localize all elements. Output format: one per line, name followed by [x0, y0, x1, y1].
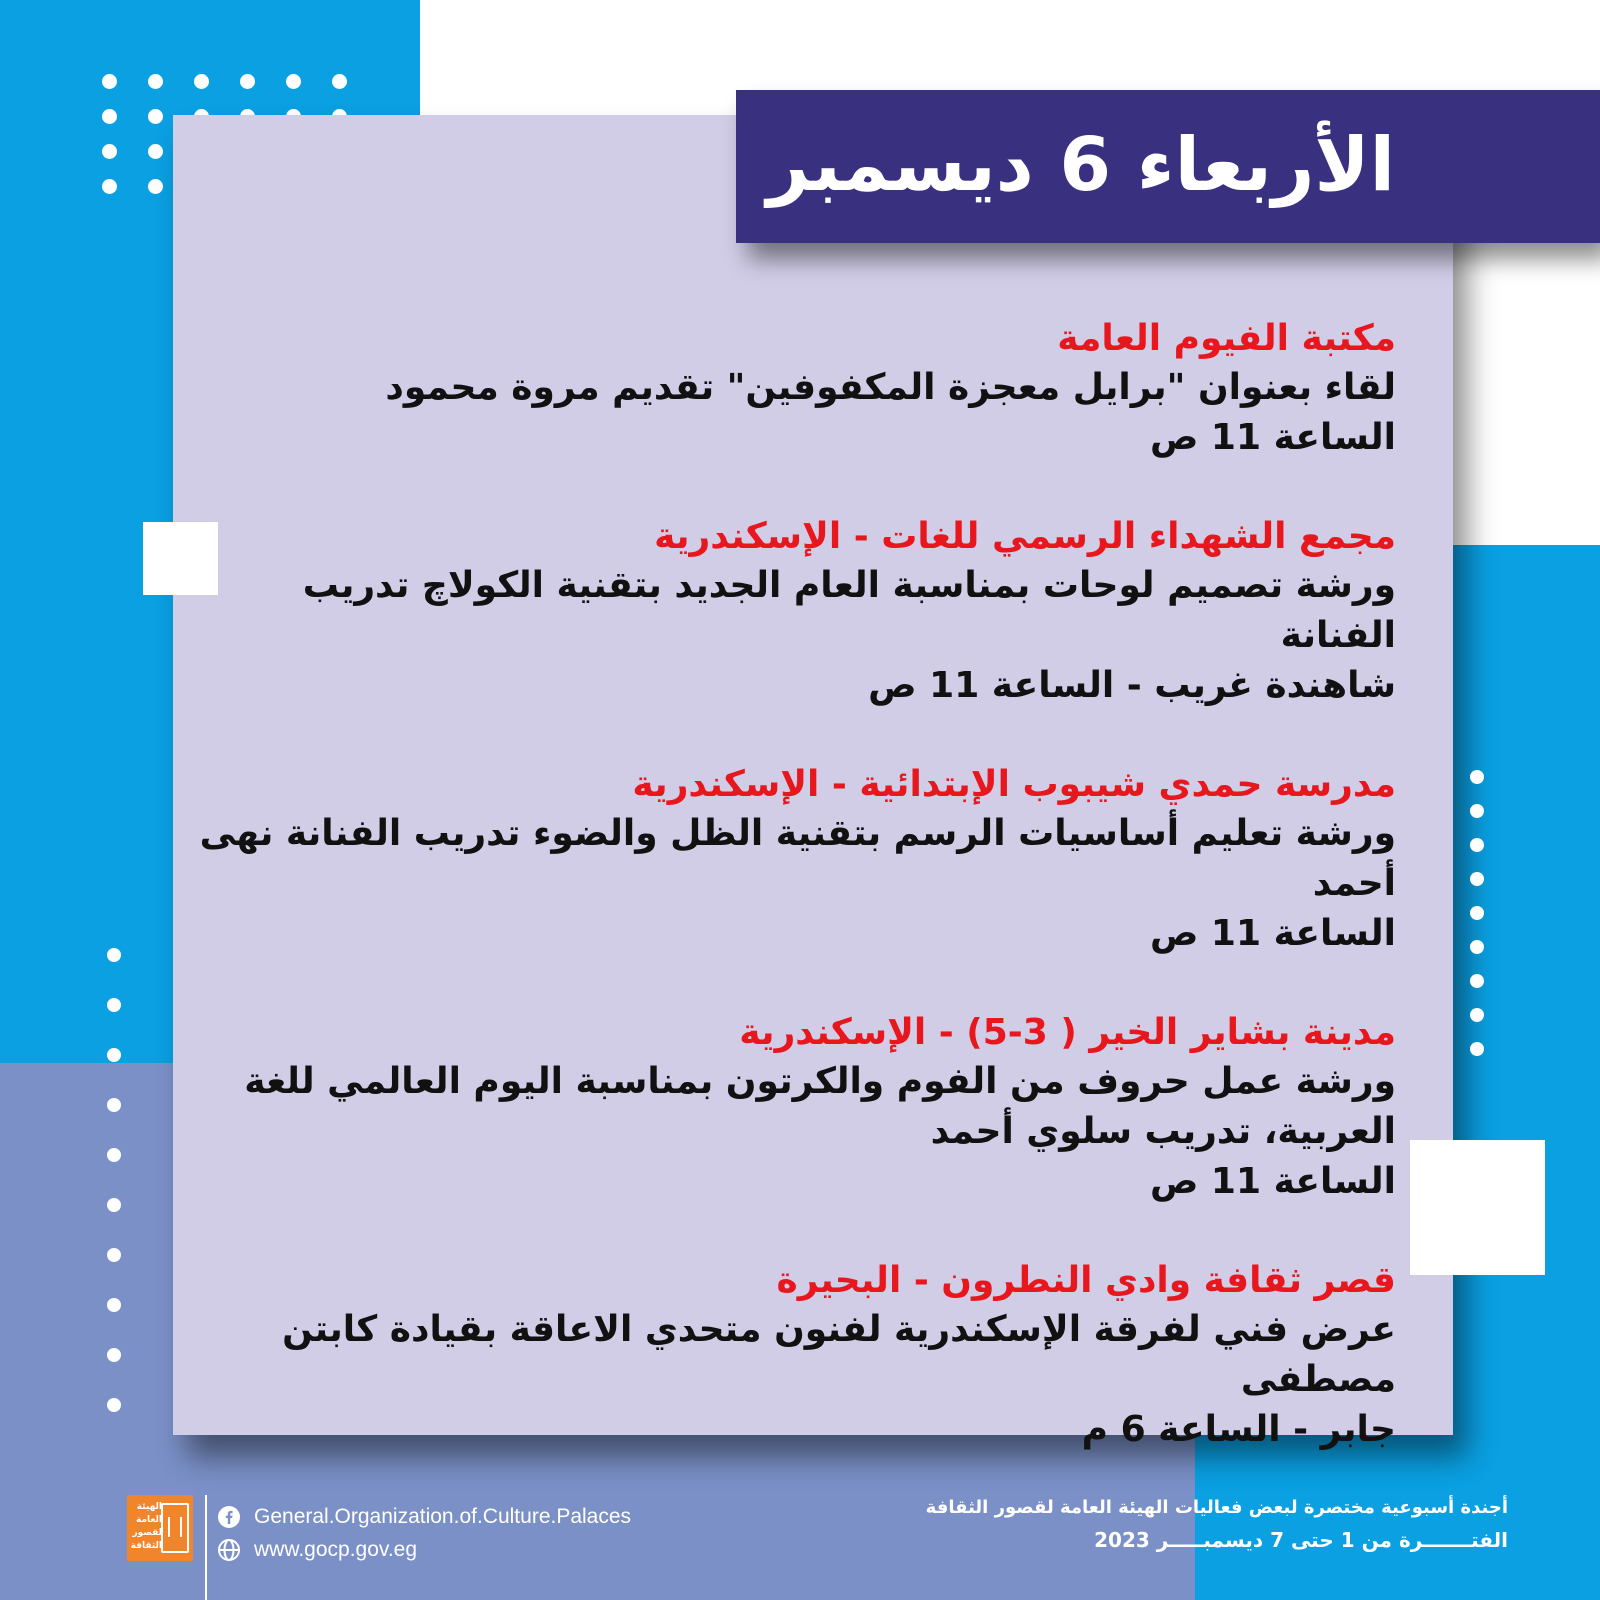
decorative-dot	[148, 144, 163, 159]
decorative-dot	[1470, 974, 1484, 988]
event-venue: مدينة بشاير الخير ( 3-5) - الإسكندرية	[739, 1012, 1396, 1053]
decorative-dot	[240, 74, 255, 89]
decorative-dot	[148, 179, 163, 194]
decorative-dot	[1470, 804, 1484, 818]
footer-agenda-info	[908, 1493, 1508, 1557]
event-venue: مكتبة الفيوم العامة	[1057, 318, 1396, 359]
decorative-dot	[107, 1248, 121, 1262]
decorative-dot	[102, 179, 117, 194]
decorative-dot	[107, 948, 121, 962]
event-time: الساعة 11 ص	[1149, 417, 1396, 458]
agenda-period: الفتـــــــرة من 1 حتى 7 ديسمبـــــر 2023	[1094, 1528, 1508, 1552]
decorative-dot	[1470, 940, 1484, 954]
event-venue: قصر ثقافة وادي النطرون - البحيرة	[776, 1260, 1396, 1301]
decorative-dot	[286, 74, 301, 89]
decorative-dot	[1470, 1042, 1484, 1056]
logo-text: الهيئة العامة لقصور الثقافة	[130, 1502, 162, 1551]
event-description: ورشة عمل حروف من الفوم والكرتون بمناسبة اليوم العالمي للغة	[244, 1061, 1396, 1102]
event-item	[196, 513, 1396, 711]
decorative-dot	[107, 1198, 121, 1212]
event-item	[196, 1009, 1396, 1207]
facebook-link[interactable]	[216, 1500, 631, 1533]
decorative-dot	[107, 1148, 121, 1162]
event-time: الساعة 11 ص	[1149, 1161, 1396, 1202]
agenda-title: أجندة أسبوعية مختصرة لبعض فعاليات الهيئة العامة لقصور الثقافة	[925, 1497, 1508, 1518]
decorative-dot	[1470, 838, 1484, 852]
event-description: ورشة تعليم أساسيات الرسم بتقنية الظل والضوء تدريب الفنانة نهى أحمد	[199, 813, 1396, 904]
decorative-dot	[102, 74, 117, 89]
facebook-page-name: General.Organization.of.Culture.Palaces	[254, 1504, 632, 1528]
event-venue: مدرسة حمدي شيبوب الإبتدائية - الإسكندرية	[632, 764, 1396, 805]
decorative-square-right	[1410, 1140, 1545, 1275]
globe-icon	[216, 1537, 242, 1563]
event-description: ورشة تصميم لوحات بمناسبة العام الجديد بتقنية الكولاچ تدريب الفنانة	[302, 565, 1396, 656]
decorative-dot	[107, 1298, 121, 1312]
events-list	[196, 315, 1396, 1505]
event-item	[196, 761, 1396, 959]
decorative-dot	[102, 109, 117, 124]
decorative-dot	[107, 1348, 121, 1362]
facebook-icon	[216, 1504, 242, 1530]
decorative-dot	[102, 144, 117, 159]
page-title: الأربعاء 6 ديسمبر	[766, 122, 1395, 208]
event-time: شاهندة غريب - الساعة 11 ص	[868, 665, 1396, 706]
event-time: الساعة 11 ص	[1149, 913, 1396, 954]
website-link[interactable]	[216, 1533, 631, 1566]
decorative-dot	[1470, 770, 1484, 784]
decorative-dot	[107, 1048, 121, 1062]
footer-divider	[205, 1495, 207, 1600]
event-item	[196, 315, 1396, 463]
website-url: www.gocp.gov.eg	[254, 1537, 418, 1561]
decorative-dot	[1470, 1008, 1484, 1022]
logo-mark-icon	[161, 1503, 189, 1553]
decorative-dot	[1470, 906, 1484, 920]
event-item	[196, 1257, 1396, 1455]
organization-logo	[127, 1495, 193, 1561]
decorative-dot	[332, 74, 347, 89]
decorative-dot	[148, 109, 163, 124]
decorative-dot	[1470, 872, 1484, 886]
event-description: عرض فني لفرقة الإسكندرية لفنون متحدي الاعاقة بقيادة كابتن مصطفى	[282, 1309, 1396, 1400]
event-venue: مجمع الشهداء الرسمي للغات - الإسكندرية	[654, 516, 1396, 557]
event-time: جابر - الساعة 6 م	[1081, 1409, 1396, 1450]
footer-links	[216, 1500, 631, 1566]
decorative-dot	[107, 1098, 121, 1112]
event-description: لقاء بعنوان "برايل معجزة المكفوفين" تقديم مروة محمود	[385, 367, 1396, 408]
decorative-dot	[107, 1398, 121, 1412]
decorative-dot	[148, 74, 163, 89]
event-description: العربية، تدريب سلوي أحمد	[930, 1111, 1396, 1152]
decorative-dot	[194, 74, 209, 89]
decorative-dot	[107, 998, 121, 1012]
